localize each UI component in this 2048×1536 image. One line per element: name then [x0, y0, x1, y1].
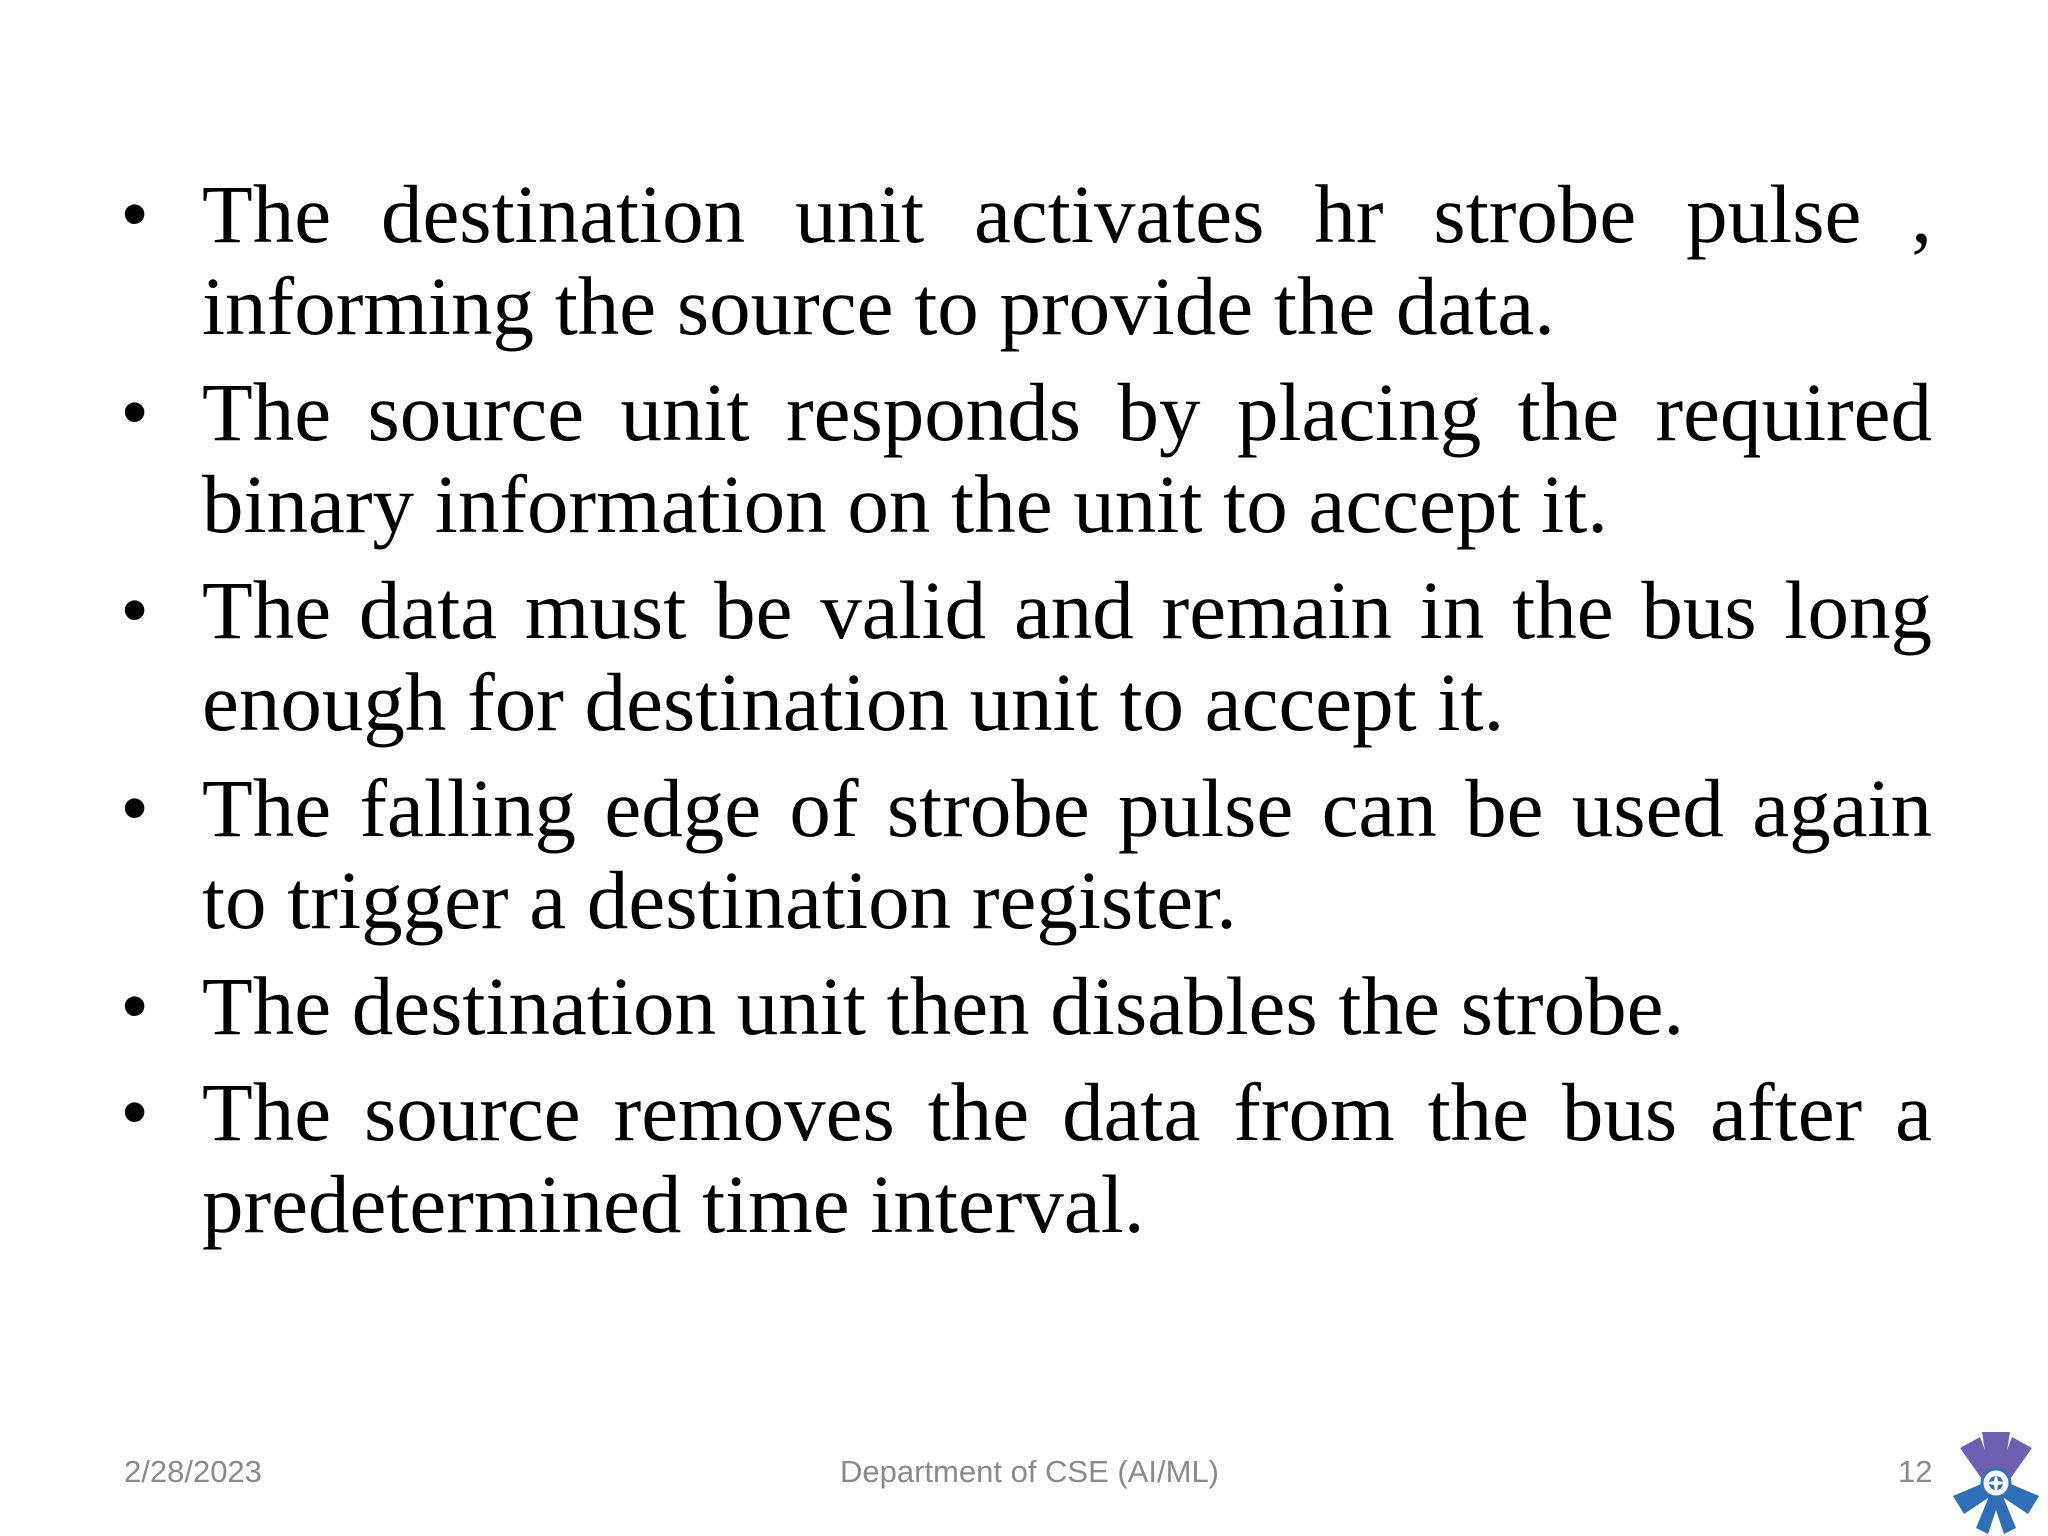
bullet-text: The falling edge of strobe pulse can be used again to trigger a destination register. [202, 762, 1932, 946]
bullet-text: The source unit responds by placing the required binary information on the unit to accept it. [202, 366, 1932, 550]
bullet-glyph: • [122, 1072, 148, 1152]
bullet-item [120, 564, 1932, 748]
bullet-text: The data must be valid and remain in the bus long enough for destination unit to accept it. [202, 564, 1932, 748]
bullet-item [120, 762, 1932, 946]
bullet-item [120, 366, 1932, 550]
institution-logo-icon [1946, 1424, 2046, 1536]
bullet-glyph: • [122, 174, 148, 254]
bullet-glyph: • [122, 570, 148, 650]
footer-date: 2/28/2023 [124, 1454, 262, 1489]
bullet-item [120, 168, 1932, 352]
bullet-item [120, 1066, 1932, 1250]
bullet-text: The source removes the data from the bus after a predetermined time interval. [202, 1066, 1932, 1250]
footer-department: Department of CSE (AI/ML) [840, 1454, 1220, 1489]
bullet-list [120, 168, 1932, 1264]
page-number: 12 [1898, 1454, 1933, 1489]
bullet-glyph: • [122, 372, 148, 452]
bullet-text: The destination unit then disables the strobe. [202, 960, 1685, 1052]
bullet-glyph: • [122, 966, 148, 1046]
bullet-glyph: • [122, 768, 148, 848]
bullet-text: The destination unit activates hr strobe pulse , informing the source to provide the data. [202, 168, 1932, 352]
bullet-item [120, 960, 1932, 1052]
